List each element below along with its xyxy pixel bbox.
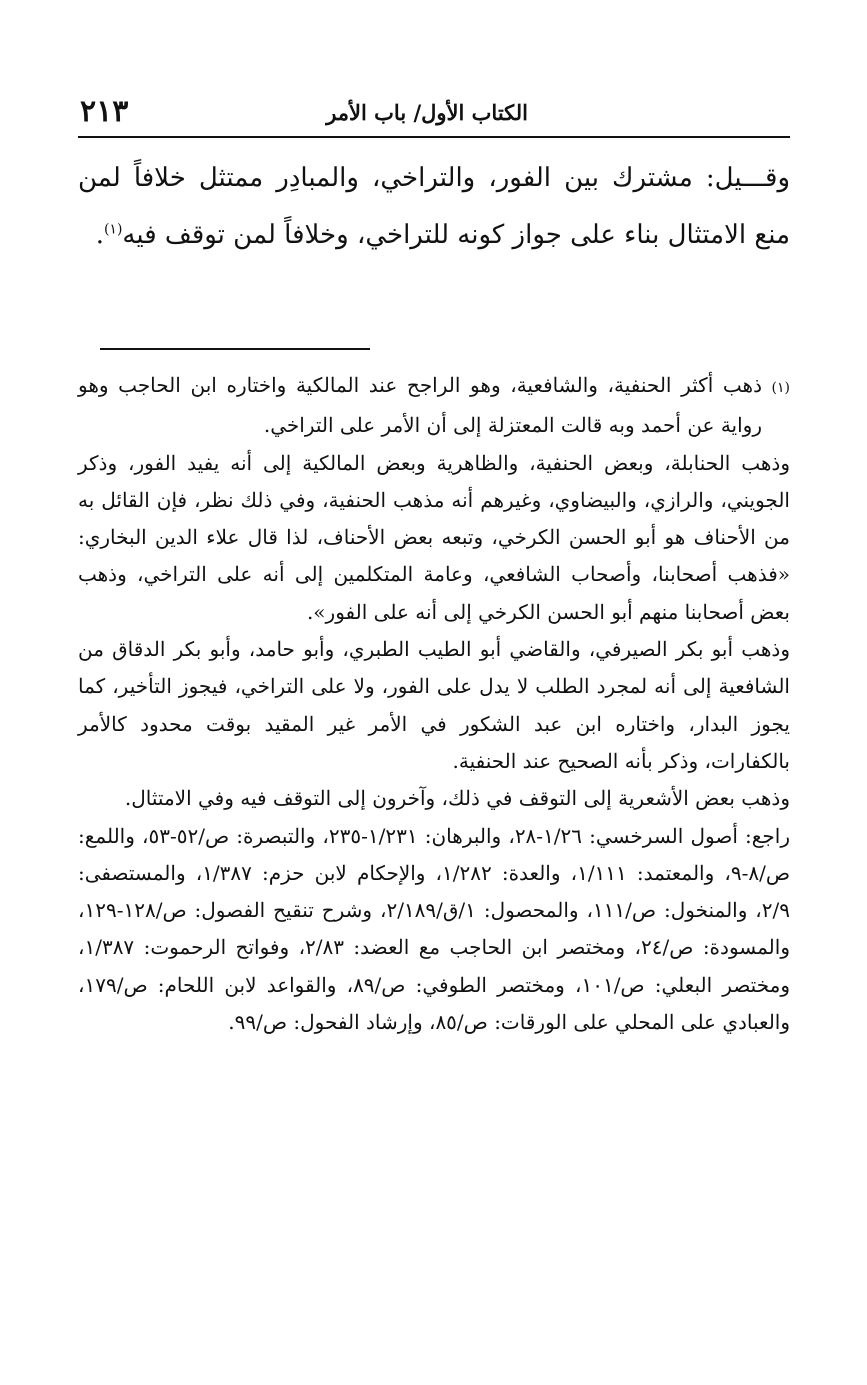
footnote-paragraph: وذهب أبو بكر الصيرفي، والقاضي أبو الطيب الطبري، وأبو حامد، وأبو بكر الدقاق من الشافعية إلى أنه لمجرد الطلب لا يدل على الفور، ولا على التراخي، فيجوز التأخير، كما يجوز البدار، واختاره ابن عبد الشكور في الأمر غير المقيد بوقت محدود كالأمر بالكفارات، وذكر بأنه الصحيح عند الحنفية. (78, 637, 790, 773)
main-end-punct: . (95, 220, 104, 250)
main-paragraph (78, 150, 790, 264)
main-text: وقـــيل: مشترك بين الفور، والتراخي، والمبادِر ممتثل خلافاً لمن منع الامتثال بناء على جواز كونه للتراخي، وخلافاً لمن توقف فيه (78, 163, 790, 250)
footnote-text: ذهب أكثر الحنفية، والشافعية، وهو الراجح عند المالكية واختاره ابن الحاجب وهو رواية عن أحمد وبه قالت المعتزلة إلى أن الأمر على التراخي. (78, 373, 762, 438)
chapter-title: الكتاب الأول/ باب الأمر (326, 100, 528, 125)
running-header (78, 92, 790, 138)
footnote-marker: (١) (771, 380, 790, 396)
footnote-reference[interactable]: (١) (103, 221, 123, 238)
footnote-paragraph (78, 367, 790, 445)
page-number: ٢١٣ (80, 94, 129, 129)
footnote-references: راجع: أصول السرخسي: ١/٢٦-٢٨، والبرهان: ١/٢٣١-٢٣٥، والتبصرة: ص/٥٢-٥٣، واللمع: ص/٨-٩، والمعتمد: ١/١١١، والعدة: ١/٢٨٢، والإحكام لابن حزم: ١/٣٨٧، والمستصفى: ٢/٩، والمنخول: ص/١١١، والمحصول: ١/ق/٢/١٨٩، وشرح تنقيح الفصول: ص/١٢٨-١٢٩، والمسودة: ص/٢٤، ومختصر ابن الحاجب مع العضد: ٢/٨٣، وفواتح الرحموت: ١/٣٨٧، ومختصر البعلي: ص/١٠١، ومختصر الطوفي: ص/٨٩، والقواعد لابن اللحام: ص/١٧٩، والعبادي على المحلي على الورقات: ص/٨٥، وإرشاد الفحول: ص/٩٩. (78, 823, 791, 1035)
book-page (78, 92, 790, 1041)
footnote-paragraph: وذهب بعض الأشعرية إلى التوقف في ذلك، وآخرون إلى التوقف فيه وفي الامتثال. (124, 786, 790, 811)
footnotes-section (78, 367, 790, 1041)
footnote-paragraph: وذهب الحنابلة، وبعض الحنفية، والظاهرية وبعض المالكية إلى أنه يفيد الفور، وذكر الجويني، والرازي، والبيضاوي، وغيرهم أنه مذهب الحنفية، وفي ذلك نظر، فإن القائل به من الأحناف هو أبو الحسن الكرخي، وتبعه بعض الأحناف، لذا قال علاء الدين البخاري: «فذهب أصحابنا، وأصحاب الشافعي، وعامة المتكلمين إلى أنه على التراخي، وذهب بعض أصحابنا منهم أبو الحسن الكرخي إلى أنه على الفور». (78, 450, 790, 624)
footnote-separator (100, 348, 370, 350)
